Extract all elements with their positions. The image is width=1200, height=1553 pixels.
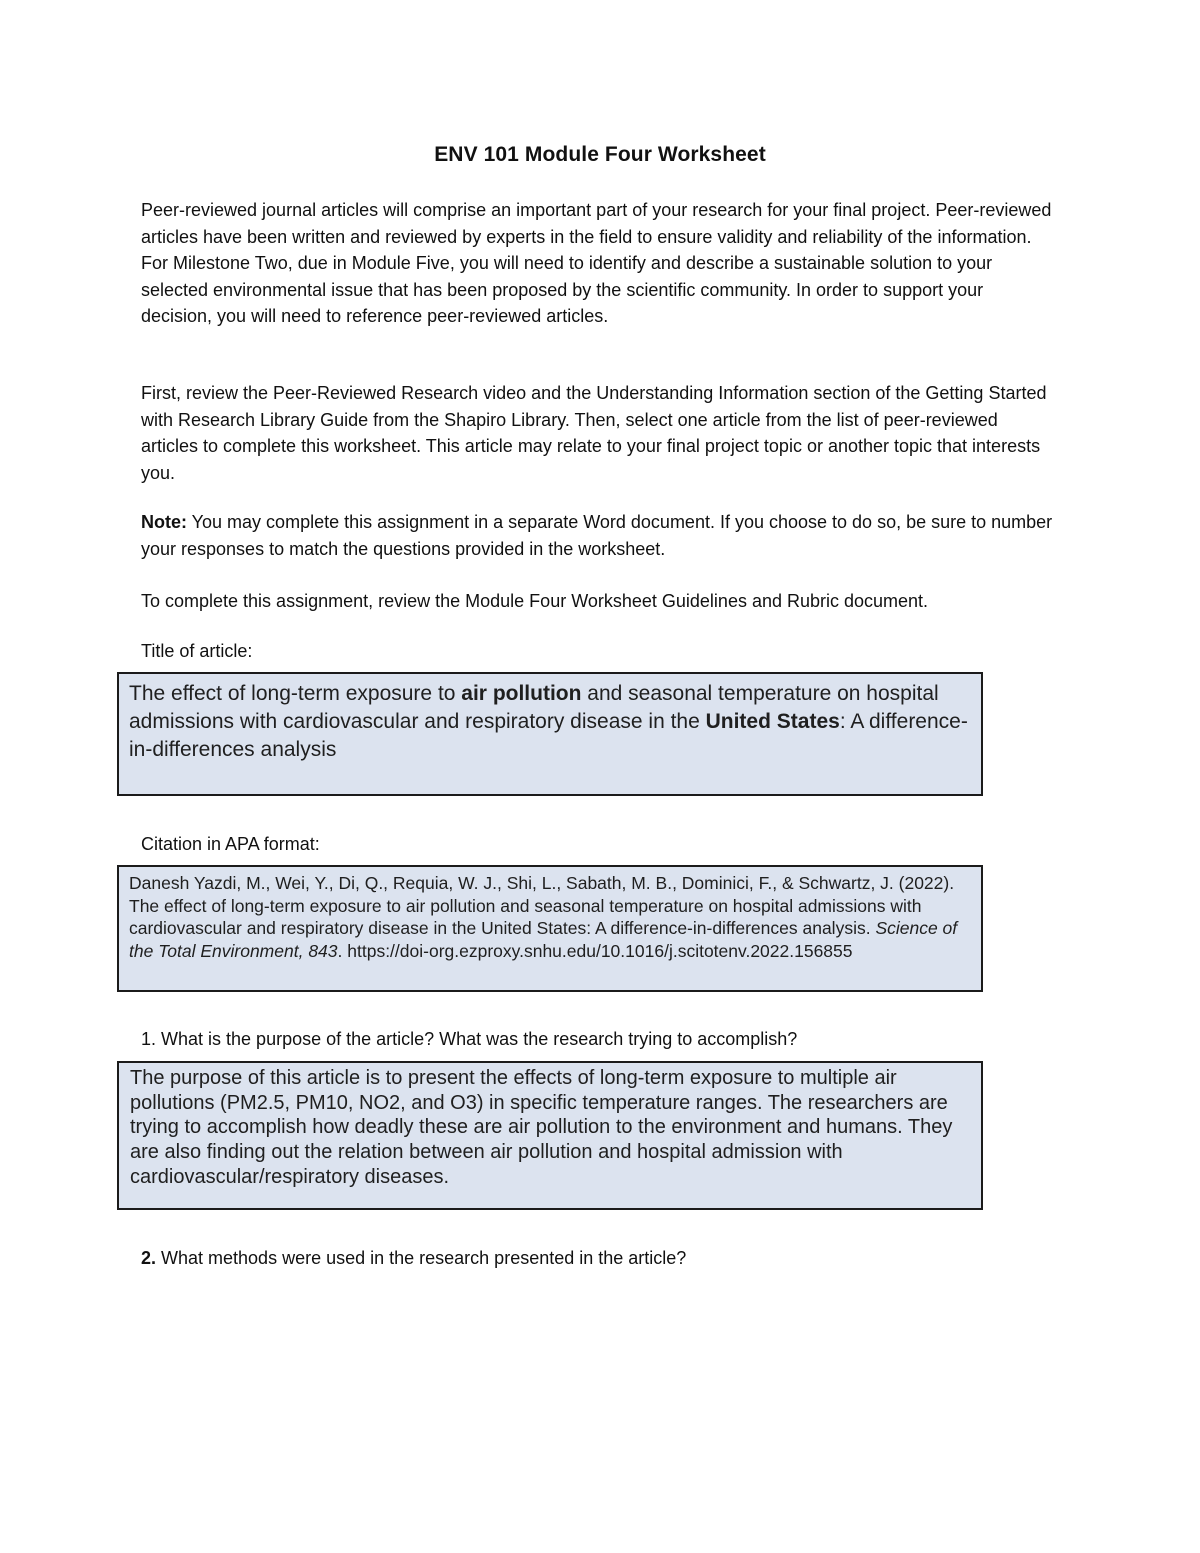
citation-text [129, 872, 971, 962]
article-title-highlight: United States [705, 710, 840, 733]
citation-doi: . https://doi-org.ezproxy.snhu.edu/10.1016/j.scitotenv.2022.156855 [337, 940, 853, 961]
citation-volume: 843 [308, 940, 338, 961]
article-title-answer-box[interactable] [117, 672, 983, 796]
citation-answer-box[interactable] [117, 865, 983, 992]
question-1 [141, 1026, 797, 1052]
complete-paragraph: To complete this assignment, review the Module Four Worksheet Guidelines and Rubric document. [141, 591, 929, 611]
article-title-highlight: air pollution [461, 682, 582, 705]
question-1-answer-box[interactable] [117, 1061, 983, 1210]
question-number: 2. [141, 1248, 157, 1268]
question-text: What is the purpose of the article? What was the research trying to accomplish? [156, 1029, 798, 1049]
article-title-part: The effect of long-term exposure to [129, 682, 462, 705]
note-paragraph [141, 509, 1056, 562]
question-text: What methods were used in the research presented in the article? [156, 1248, 687, 1268]
article-title-text [129, 680, 971, 764]
citation-journal: Science of the Total Environment [129, 918, 958, 961]
article-title-part: : A difference-in-differences analysis [129, 710, 968, 761]
note-text: You may complete this assignment in a separate Word document. If you choose to do so, be sure to number your responses to match the questions provided in the worksheet. [141, 512, 1053, 559]
citation-authors-title: Danesh Yazdi, M., Wei, Y., Di, Q., Requia, W. J., Shi, L., Sabath, M. B., Dominici, F., & Schwartz, J. (2022). The effect of long-term exposure to air pollution and seasonal temperature on hospital admissions with cardiovascular and respiratory disease in the United States: A difference-in-differences analysis. [129, 873, 955, 938]
document-title: ENV 101 Module Four Worksheet [434, 143, 766, 166]
citation-label: Citation in APA format: [141, 834, 320, 854]
article-title-part: and seasonal temperature on hospital admissions with cardiovascular and respiratory disease in the [129, 682, 939, 733]
question-2 [141, 1245, 686, 1271]
instructions-paragraph: First, review the Peer-Reviewed Research video and the Understanding Information section of the Getting Started with Research Library Guide from the Shapiro Library. Then, select one article from the list of peer-reviewed articles to complete this worksheet. This article may relate to your final project topic or another topic that interests you. [141, 383, 1047, 483]
intro-paragraph: Peer-reviewed journal articles will comprise an important part of your research for your final project. Peer-reviewed articles have been written and reviewed by experts in the field to ensure validity and reliability of the information. For Milestone Two, due in Module Five, you will need to identify and describe a sustainable solution to your selected environmental issue that has been proposed by the scientific community. In order to support your decision, you will need to reference peer-reviewed articles. [141, 200, 1052, 326]
question-1-answer: The purpose of this article is to present the effects of long-term exposure to multiple air pollutions (PM2.5, PM10, NO2, and O3) in specific temperature ranges. The researchers are trying to accomplish how deadly these are air pollution to the environment and humans. They are also finding out the relation between air pollution and hospital admission with cardiovascular/respiratory diseases. [130, 1067, 953, 1188]
question-number: 1. [141, 1029, 157, 1049]
article-title-label: Title of article: [141, 641, 253, 661]
citation-separator: , [298, 940, 309, 961]
note-label: Note: [141, 512, 187, 532]
